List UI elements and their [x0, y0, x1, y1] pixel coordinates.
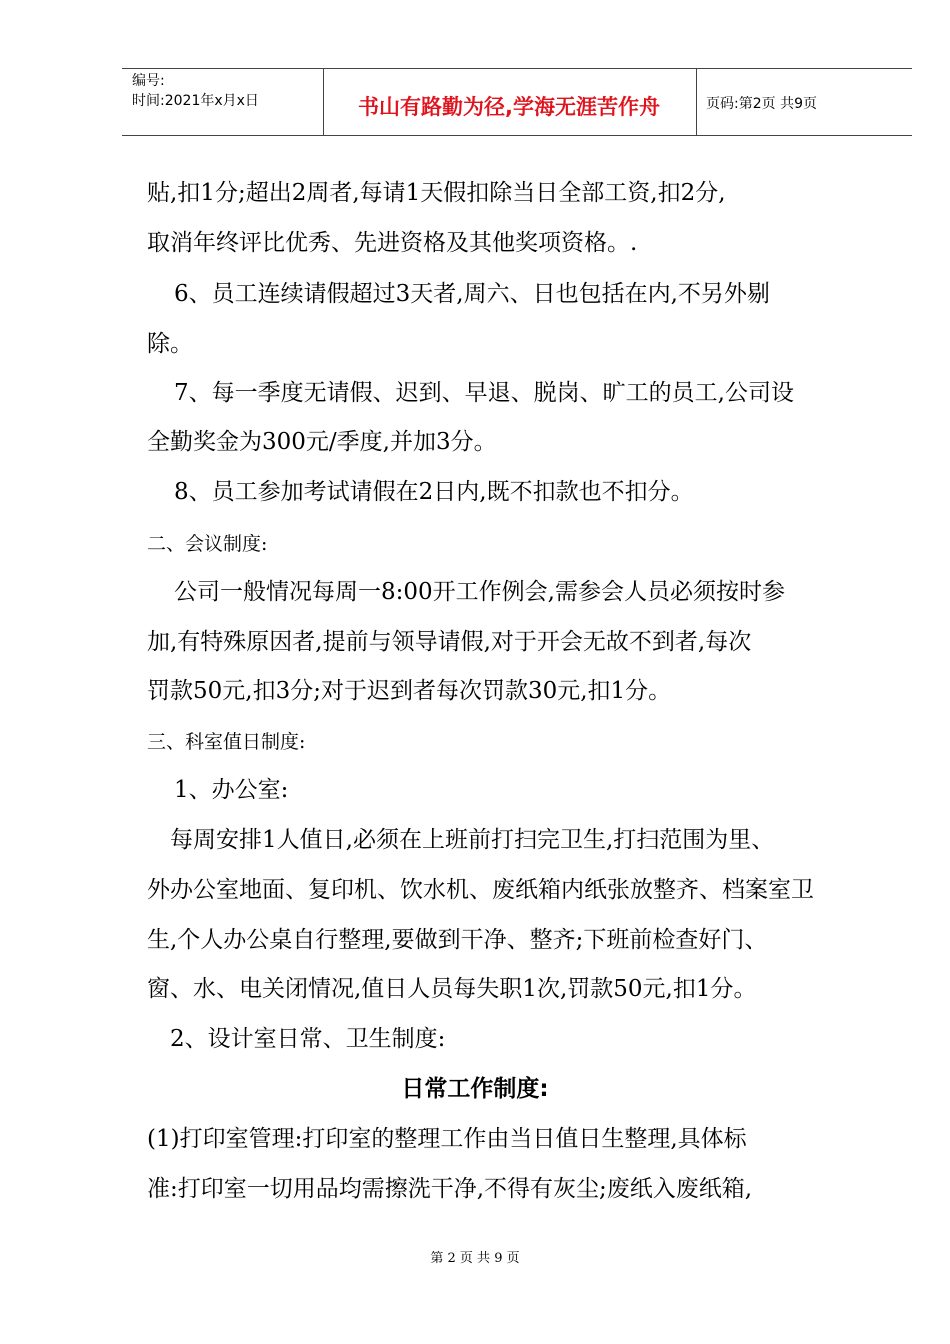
subheading-office: 1、办公室:	[174, 777, 289, 803]
body-line: 准:打印室一切用品均需擦洗干净,不得有灰尘;废纸入废纸箱,	[147, 1176, 753, 1202]
body-line: 贴,扣1分;超出2周者,每请1天假扣除当日全部工资,扣2分,	[147, 180, 726, 206]
document-number-label: 编号:	[132, 73, 165, 89]
body-line: 罚款50元,扣3分;对于迟到者每次罚款30元,扣1分。	[147, 678, 672, 704]
daily-work-rules-title: 日常工作制度:	[401, 1076, 549, 1102]
body-line: (1)打印室管理:打印室的整理工作由当日值日生整理,具体标	[147, 1126, 747, 1152]
body-line: 生,个人办公桌自行整理,要做到干净、整齐;下班前检查好门、	[147, 927, 768, 953]
rule-item-6: 6、员工连续请假超过3天者,周六、日也包括在内,不另外剔	[174, 281, 770, 307]
header-divider-right	[696, 68, 697, 135]
header-top-rule	[122, 68, 912, 69]
body-line: 外办公室地面、复印机、饮水机、废纸箱内纸张放整齐、档案室卫	[147, 877, 814, 903]
body-line: 全勤奖金为300元/季度,并加3分。	[147, 429, 497, 455]
header-page-number: 页码:第2页 共9页	[706, 96, 817, 112]
body-line: 除。	[147, 331, 193, 357]
body-line: 加,有特殊原因者,提前与领导请假,对于开会无故不到者,每次	[147, 629, 752, 655]
page-footer: 第 2 页 共 9 页	[430, 1251, 520, 1266]
header-motto: 书山有路勤为径,学海无涯苦作舟	[358, 95, 660, 119]
rule-item-8: 8、员工参加考试请假在2日内,既不扣款也不扣分。	[174, 479, 694, 505]
body-line: 窗、水、电关闭情况,值日人员每失职1次,罚款50元,扣1分。	[147, 976, 757, 1002]
subheading-design-room: 2、设计室日常、卫生制度:	[170, 1026, 446, 1052]
header-bottom-rule	[122, 135, 912, 136]
body-line: 每周安排1人值日,必须在上班前打扫完卫生,打扫范围为里、	[170, 827, 775, 853]
section-heading-duty: 三、科室值日制度:	[147, 731, 306, 753]
document-time-label: 时间:2021年x月x日	[132, 93, 259, 109]
body-line: 取消年终评比优秀、先进资格及其他奖项资格。.	[147, 230, 638, 256]
rule-item-7: 7、每一季度无请假、迟到、早退、脱岗、旷工的员工,公司设	[174, 380, 794, 406]
body-line: 公司一般情况每周一8:00开工作例会,需参会人员必须按时参	[174, 579, 785, 605]
section-heading-meetings: 二、会议制度:	[147, 533, 268, 555]
